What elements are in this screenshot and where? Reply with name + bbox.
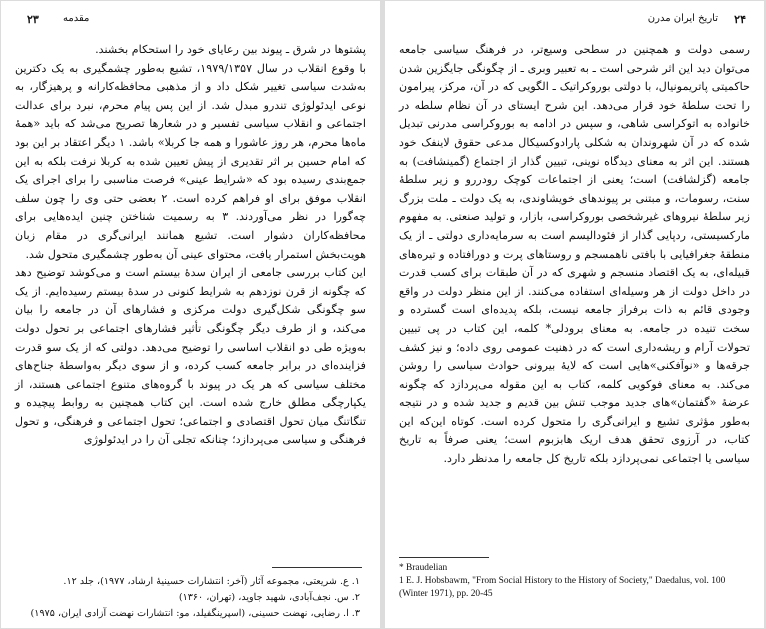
paragraph: این کتاب بررسی جامعی از ایران سدهٔ بیستم است و می‌کوشد توضیح دهد که چگونه از قرن نوزدهم به شرایط کنونی در سدهٔ بیستم رسیده‌ایم. از یک سو چگونگی شکل‌گیری دولت مرکزی و فشارهای آن در جامعه را بیان می‌کند، و از طرف دیگر چگونگی تأثیر فشارهای اجتماعی بر تحول دولت به‌ویژه طی دو انقلاب اساسی را توضیح می‌دهد. دولتی که از یک سو قدرت فزاینده‌ای در برابر جامعه کسب کرده، و از سوی دیگر به‌واسطهٔ جناح‌های مختلف سیاسی که هر یک در پیوند با گروه‌های متنوع اجتماعی هستند، از یکپارچگی مطلق خارج شده است. این کتاب همچنین به روابط پیچیده و تنگاتنگ میان تحول اقتصادی و اجتماعی؛ تحول اجتماعی و فرهنگی، و تحول فرهنگی و سیاسی می‌پردازد؛ چنانکه تجلی آن را در ایدئولوژی: [15, 266, 366, 447]
running-title: مقدمه: [63, 13, 90, 24]
footnotes: [399, 562, 750, 601]
footnote: ۲. س. نجف‌آبادی، شهید جاوید، (تهران، ۱۳۶۰): [178, 592, 360, 603]
paragraph: رسمی دولت و همچنین در سطحی وسیع‌تر، در فرهنگ سیاسی جامعه می‌توان دید این اثر شرحی است ـ به تعبیر وبری ـ از چگونگی جایگزین شدن حاکمیتی پاتریمونیال، با دولتی بوروکراتیک ـ الگویی که در آن، مرکز، پیرامون را تحت سلطهٔ خود قرار می‌دهد. این شرح ایستای در آن نظام سلطه در خانواده به اتوکراسی شاهی، و سپس در ادامه به بوروکراسی مدرنی تبدیل شده که در آن شهروندان به شکلی پارادوکسیکال مدعی حقوق لاینفک خود هستند. این اثر به معنای دیدگاه نوینی، تبیین گذار از اجتماع (گمینشافت) به جامعه (گزلشافت) است؛ یعنی از اجتماعات کوچک رودررو و زیر سلطهٔ سنت، رسومات، و مبتنی بر پیوندهای خویشاوندی، به یک دولت ـ ملت بزرگ زیر سلطهٔ نیروهای غیرشخصی بوروکراسی، بازار، و تولید صنعتی. به مفهوم مارکسیستی، ردپایی گذار از فئودالیسم است به سرمایه‌داری دولتی ـ از یک منطقهٔ جغرافیایی با بافتی ناهمسجم و روستاهای پرت و دورافتاده و تیره‌های قبیله‌ای، به یک اقتصاد منسجم و شهری که در آن طبقات برای کسب قدرت در داخل دولت از هر وسیله‌ای استفاده می‌کنند. از این منظر دولت در واقع وجودی قائم به ذات برفراز جامعه نیست، بلکه پدیده‌ای است گسترده و سخت تنیده در جامعه. به معنای برودلی* کلمه، این کتاب در پی تبیین تحولات آرام و ریشه‌داری است که در ذهنیت عمومی روی داده؛ و نیز کشف جرقه‌ها و «نوآفکنی»هایی است که لایهٔ بیرونی حوادث سیاسی را روشن می‌کند. به معنای فوکویی کلمه، کتاب به این مقوله می‌پردازد که چگونه عرضهٔ «گفتمان»های جدید موجب تنش بین قدیم و جدید شده و در نتیجه به‌طور مؤثری تشیع و ایرانی‌گری را متحول کرده است. کوتاه این‌که این کتاب، در آرزوی تحقق هدف اریک هابزبوم است؛ یعنی صرفاً به تاریخ سیاسی یا اجتماعی نمی‌پردازد بلکه تاریخ کل جامعه را مدنظر دارد.: [399, 43, 750, 466]
footnotes: [15, 574, 360, 622]
paragraph: پشتوها در شرق ـ پیوند بین رعایای خود را استحکام بخشند.: [95, 43, 366, 56]
page-number: ۲۴: [734, 13, 746, 26]
paragraph: با وقوع انقلاب در سال ۱۹۷۹/۱۳۵۷، تشیع به‌طور چشمگیری به یک دکترین به‌شدت سیاسی تغییر شکل داد و از مذهبی محافظه‌کارانه و پرهیزگار، به نوعی ایدئولوژی تندرو مبدل شد. از این پس پیام محرم، نبرد برای عدالت اجتماعی و انقلاب سیاسی تفسیر و در شعارها تصریح می‌شد که باید «همهٔ ماه‌ها محرم، هر روز عاشورا و همه جا کربلا» باشد. ۱ دیگر اعتقاد بر این بود که امام حسین بر اثر تقدیری از پیش تعیین شده به کربلا نرفت بلکه به این جمع‌بندی رسیده بود که «شرایط عینی» فرصت مناسبی را برای اجرای یک انقلاب موفق برای او فراهم کرده است. ۲ بعضی حتی وی را چون سلف چه‌گورا در نظر می‌آوردند. ۳ به رسمیت شناختن چنین ایده‌هایی برای محافظه‌کاران دشوار است. تشیع همانند ایرانی‌گری در مقام زبان هویت‌بخش استمرار یافت، محتوای عینی آن به‌طور چشمگیری متحول شد.: [15, 61, 367, 261]
right-page: [385, 1, 764, 628]
left-page: [1, 1, 380, 628]
footnote-divider: [272, 567, 362, 568]
page-header: [19, 13, 362, 29]
footnote: * Braudelian: [399, 563, 448, 573]
footnote: ۳. ا. رضایی، نهضت حسینی، (اسپرینگفیلد، مو: انتشارات نهضت آزادی ایران، ۱۹۷۵): [30, 608, 360, 619]
footnote-divider: [399, 557, 489, 558]
page-header: [403, 13, 746, 29]
footnote: 1 E. J. Hobsbawm, "From Social History to the History of Society," Daedalus, vol. 100 (Winter 1971), pp. 20-45: [399, 576, 726, 599]
body-text: [399, 41, 750, 469]
page-number: ۲۳: [27, 13, 39, 26]
body-text: [15, 41, 366, 450]
running-title: تاریخ ایران مدرن: [647, 13, 718, 24]
footnote: ۱. ع. شریعتی، مجموعه آثار (آخر: انتشارات حسینیهٔ ارشاد، ۱۹۷۷)، جلد ۱۲.: [63, 576, 360, 587]
